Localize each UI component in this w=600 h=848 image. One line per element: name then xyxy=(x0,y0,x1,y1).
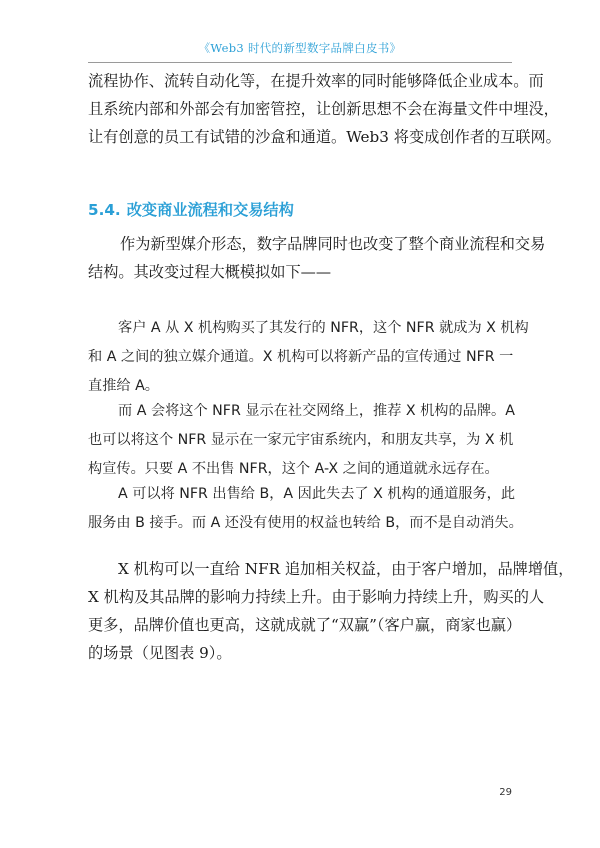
text-line: 服务由 B 接手。而 A 还没有使用的权益也转给 B，而不是自动消失。 xyxy=(88,515,523,531)
text-line: X 机构及其品牌的影响力持续上升。由于影响力持续上升，购买的人 xyxy=(88,588,545,606)
text-line: 的场景（见图表 9）。 xyxy=(88,644,232,662)
text-line: 也可以将这个 NFR 显示在一家元宇宙系统内，和朋友共享，为 X 机 xyxy=(88,432,514,448)
section-title: 改变商业流程和交易结构 xyxy=(126,201,294,219)
text-line: 结构。其改变过程大概模拟如下—— xyxy=(88,263,331,281)
text-line: 和 A 之间的独立媒介通道。X 机构可以将新产品的宣传通过 NFR 一 xyxy=(88,349,514,365)
paragraph-intro xyxy=(88,67,561,151)
text-line: 而 A 会将这个 NFR 显示在社交网络上，推荐 X 机构的品牌。A xyxy=(118,403,515,419)
text-line: 流程协作、流转自动化等，在提升效率的同时能够降低企业成本。而 xyxy=(88,72,544,90)
header-divider xyxy=(88,62,512,63)
text-line: 作为新型媒介形态，数字品牌同时也改变了整个商业流程和交易 xyxy=(120,235,546,253)
paragraph-conclusion xyxy=(88,555,574,667)
text-line: 构宣传。只要 A 不出售 NFR，这个 A-X 之间的通道就永远存在。 xyxy=(88,461,499,477)
paragraph-scenario-1 xyxy=(88,314,529,401)
text-line: 且系统内部和外部会有加密管控，让创新思想不会在海量文件中埋没， xyxy=(88,100,559,118)
text-line: 直推给 A。 xyxy=(88,378,159,394)
page-number: 29 xyxy=(499,787,512,798)
text-line: A 可以将 NFR 出售给 B，A 因此失去了 X 机构的通道服务，此 xyxy=(118,486,516,502)
section-heading xyxy=(88,199,294,220)
section-number: 5.4. xyxy=(88,201,121,219)
paragraph-lead xyxy=(88,230,546,286)
text-line: 客户 A 从 X 机构购买了其发行的 NFR，这个 NFR 就成为 X 机构 xyxy=(118,320,529,336)
running-header: 《Web3 时代的新型数字品牌白皮书》 xyxy=(198,41,402,55)
text-line: 更多，品牌价值也更高，这就成就了“双赢”（客户赢，商家也赢） xyxy=(88,616,522,634)
paragraph-scenario-3 xyxy=(88,480,523,538)
paragraph-scenario-2 xyxy=(88,397,515,484)
text-line: 让有创意的员工有试错的沙盒和通道。Web3 将变成创作者的互联网。 xyxy=(88,128,561,146)
text-line: X 机构可以一直给 NFR 追加相关权益，由于客户增加，品牌增值， xyxy=(118,560,574,578)
